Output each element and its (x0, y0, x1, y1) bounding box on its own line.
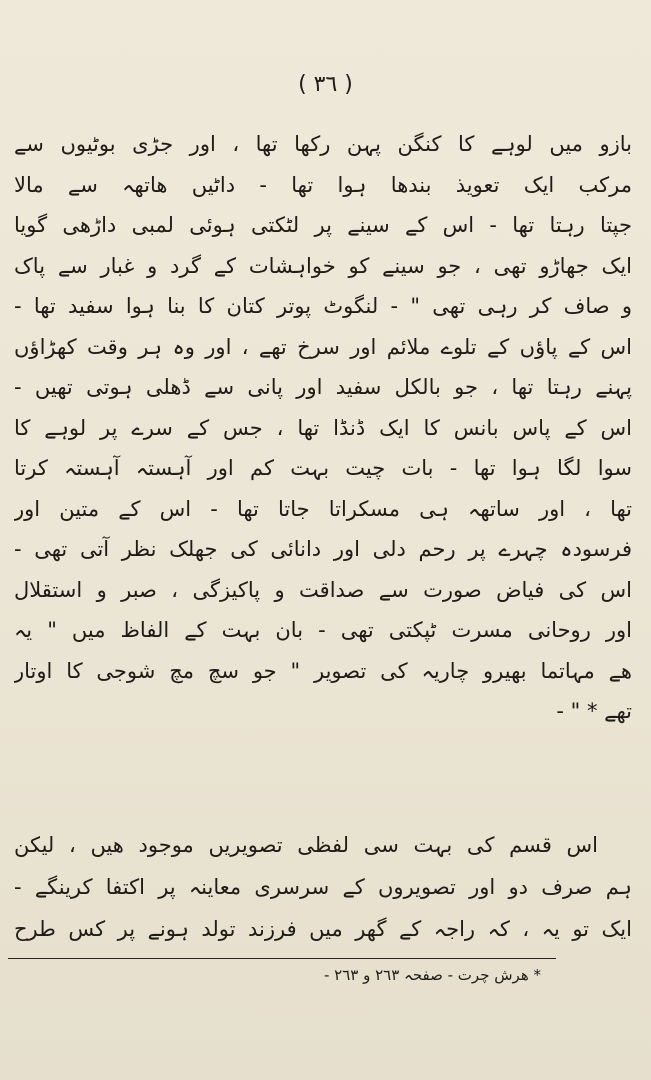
footnote-divider (8, 958, 556, 959)
text-line: جپتا رہتا تھا - اس کے سینے پر لٹکتی ہوئی لمبی داڑھی گویا (14, 213, 632, 237)
page-number: ( ٣٦ ) (298, 72, 353, 97)
text-line: فرسودہ چہرے پر رحم دلی اور دانائی کی جھلک نظر آتی تھی - (14, 537, 632, 561)
text-line: مرکب ایک تعویذ بندھا ہوا تھا - داٹیں ھاتھہ سے مالا (14, 172, 632, 197)
text-line: بازو میں لوہے کا کنگن پہن رکھا تھا ، اور جڑی بوٹیوں سے (14, 132, 632, 156)
text-line: ہم صرف دو اور تصویروں کے سرسری معاینہ پر اکتفا کرینگے - (14, 875, 632, 899)
text-line: اس کے پاس بانس کا ایک ڈنڈا تھا ، جس کے سرے پر لوہے کا (14, 415, 632, 440)
text-line: اس کے پاؤں کے تلوے ملائم اور سرخ تھے ، اور وہ ہر وقت کھڑاؤں (14, 334, 632, 359)
text-line: تھے * " - (556, 699, 632, 723)
text-line: ایک جھاڑو تھی ، جو سینے کو خواہشات کے گرد و غبار سے پاک (14, 253, 632, 278)
paragraph-1 (14, 124, 632, 732)
text-line: اور روحانی مسرت ٹپکتی تھی - بان بہت کے الفاظ میں " یہ (14, 618, 632, 642)
text-line: اس قسم کی بہت سی لفظی تصویریں موجود ھیں ، لیکن (14, 833, 598, 857)
text-line: اس کی فیاض صورت سے صداقت و پاکیزگی ، صبر و استقلال (14, 577, 632, 602)
footnote: * ھرش چرت - صفحہ ٢٦٣ و ٢٦٣ - (323, 966, 541, 984)
text-line: ایک تو یہ ، کہ راجہ کے گھر میں فرزند تولد ہونے پر کس طرح (14, 917, 632, 941)
text-line: سوا لگا ہوا تھا - بات چیت بہت کم اور آہستہ آہستہ کرتا (14, 456, 632, 480)
text-line: ھے مہاتما بھیرو چاریہ کی تصویر " جو سچ مچ شوجی کا اوتار (14, 658, 632, 683)
text-line: و صاف کر رہی تھی " - لنگوٹ پوتر کتان کا بنا ہوا سفید تھا - (14, 294, 632, 318)
paragraph-2 (14, 824, 632, 950)
text-line: تھا ، اور ساتھہ ہی مسکراتا جاتا تھا - اس کے متین اور (14, 496, 632, 521)
text-line: پہنے رہتا تھا ، جو بالکل سفید اور پانی سے ڈھلی ہوتی تھیں - (14, 375, 632, 399)
